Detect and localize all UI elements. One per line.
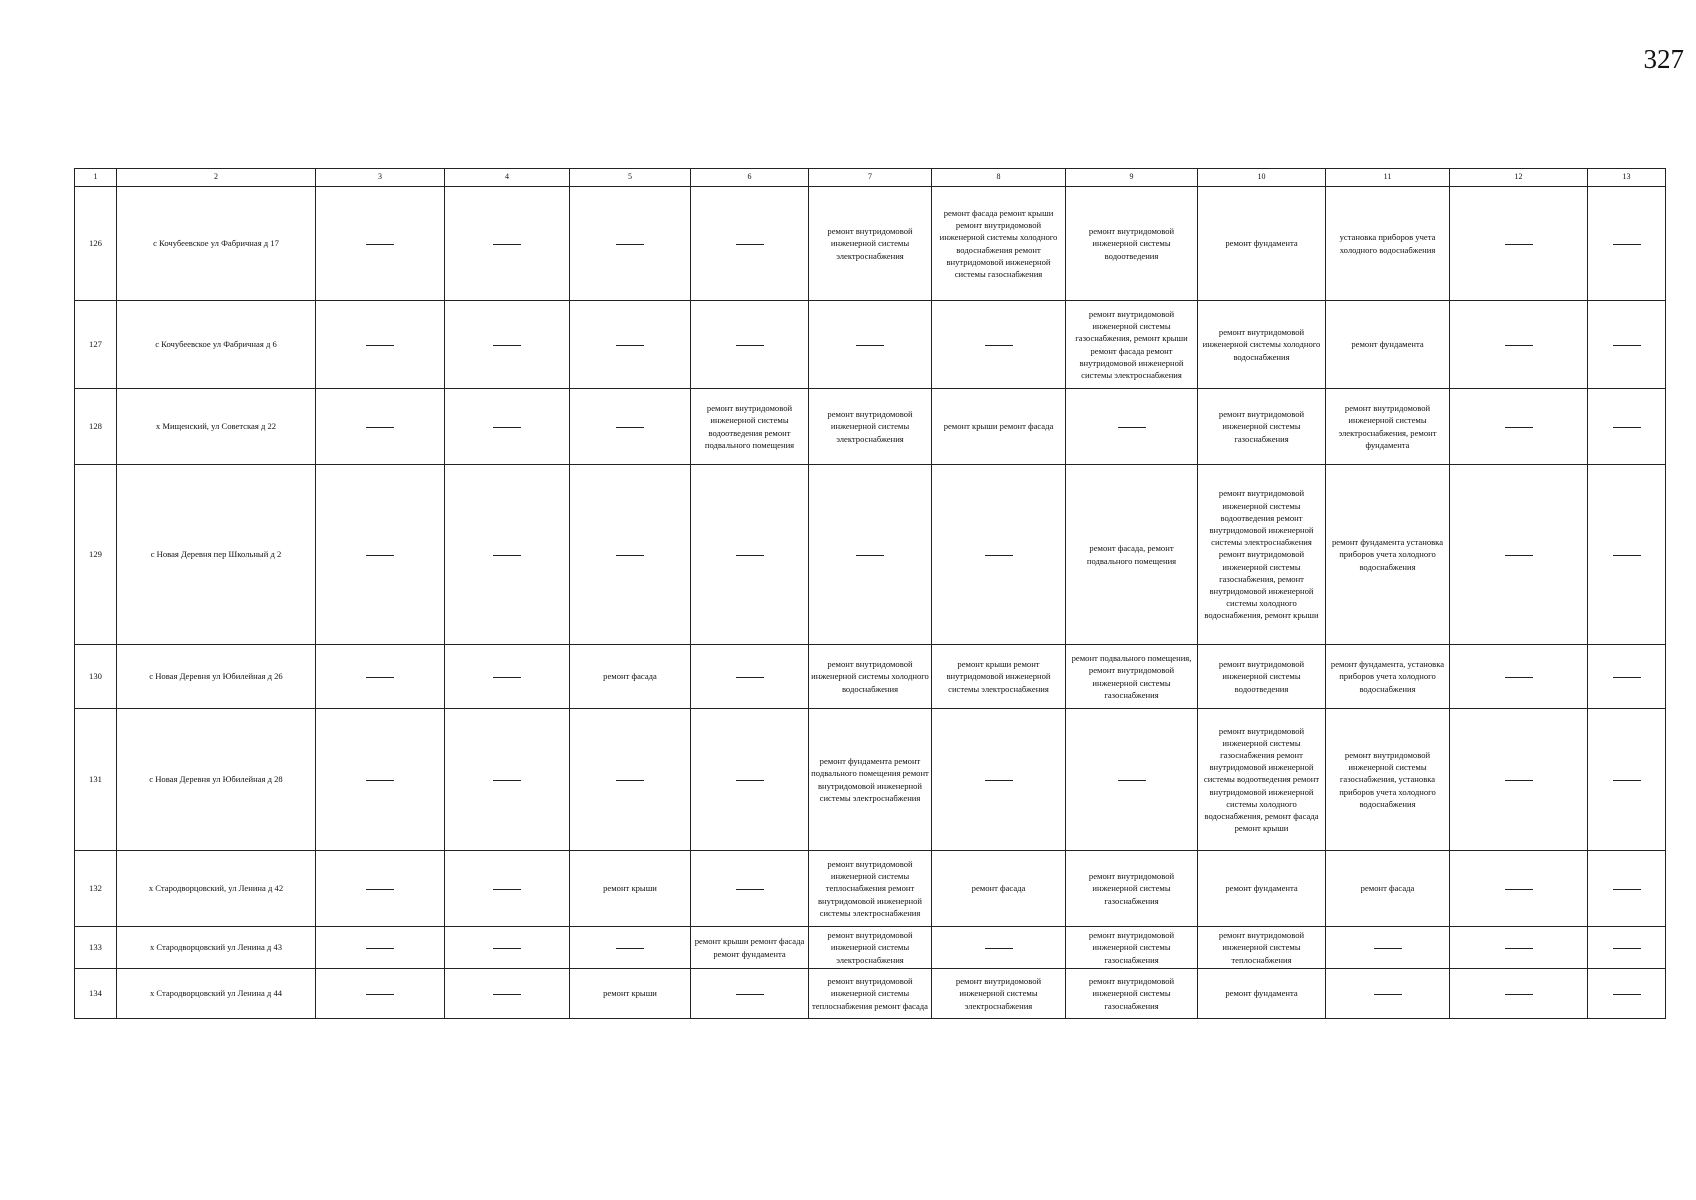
work-type-cell: ремонт внутридомовой инженерной системы электроснабжения — [932, 969, 1066, 1019]
table-row — [75, 851, 1666, 927]
column-number-5: 5 — [570, 169, 691, 187]
empty-dash-cell — [316, 301, 445, 389]
work-type-cell: ремонт фасада — [932, 851, 1066, 927]
dash-mark — [856, 345, 884, 346]
empty-dash-cell — [445, 851, 570, 927]
page-number: 327 — [1643, 44, 1684, 74]
dash-mark — [1613, 780, 1641, 781]
dash-mark — [616, 948, 644, 949]
empty-dash-cell — [1066, 709, 1198, 851]
work-type-cell: ремонт внутридомовой инженерной системы электроснабжения — [809, 389, 932, 465]
column-number-row — [75, 169, 1666, 187]
dash-mark — [1613, 345, 1641, 346]
row-number-cell: 126 — [75, 187, 117, 301]
address-cell: с Новая Деревня ул Юбилейная д 26 — [117, 645, 316, 709]
dash-mark — [1613, 555, 1641, 556]
dash-mark — [1505, 244, 1533, 245]
empty-dash-cell — [316, 645, 445, 709]
work-type-cell: ремонт крыши ремонт фасада ремонт фундамента — [691, 927, 809, 969]
dash-mark — [493, 427, 521, 428]
empty-dash-cell — [691, 465, 809, 645]
work-type-cell: ремонт внутридомовой инженерной системы теплоснабжения ремонт внутридомовой инженерной системы электроснабжения — [809, 851, 932, 927]
dash-mark — [493, 889, 521, 890]
work-type-cell: ремонт внутридомовой инженерной системы электроснабжения — [809, 927, 932, 969]
dash-mark — [1613, 994, 1641, 995]
work-type-cell: ремонт фасада, ремонт подвального помещения — [1066, 465, 1198, 645]
empty-dash-cell — [1450, 645, 1588, 709]
work-type-cell: ремонт внутридомовой инженерной системы электроснабжения — [809, 187, 932, 301]
work-type-cell: ремонт внутридомовой инженерной системы газоснабжения ремонт внутридомовой инженерной системы водоотведения ремонт внутридомовой инженерной системы холодного водоснабжения, ремонт фасада ремонт крыши — [1198, 709, 1326, 851]
empty-dash-cell — [1450, 301, 1588, 389]
row-number-cell: 128 — [75, 389, 117, 465]
empty-dash-cell — [1450, 851, 1588, 927]
dash-mark — [1505, 889, 1533, 890]
row-number-cell: 134 — [75, 969, 117, 1019]
work-type-cell: ремонт фундамента — [1198, 969, 1326, 1019]
empty-dash-cell — [445, 465, 570, 645]
table-row — [75, 645, 1666, 709]
work-type-cell: ремонт внутридомовой инженерной системы электроснабжения, ремонт фундамента — [1326, 389, 1450, 465]
work-type-cell: ремонт фундамента — [1198, 851, 1326, 927]
address-cell: х Стародворцовский ул Ленина д 44 — [117, 969, 316, 1019]
column-number-10: 10 — [1198, 169, 1326, 187]
table-row — [75, 969, 1666, 1019]
work-type-cell: ремонт внутридомовой инженерной системы газоснабжения, ремонт крыши ремонт фасада ремонт внутридомовой инженерной системы электроснабжения — [1066, 301, 1198, 389]
address-cell: с Кочубеевское ул Фабричная д 17 — [117, 187, 316, 301]
work-type-cell: ремонт фасада — [1326, 851, 1450, 927]
column-number-8: 8 — [932, 169, 1066, 187]
work-type-cell: ремонт подвального помещения, ремонт внутридомовой инженерной системы газоснабжения — [1066, 645, 1198, 709]
dash-mark — [616, 780, 644, 781]
dash-mark — [736, 889, 764, 890]
empty-dash-cell — [691, 709, 809, 851]
empty-dash-cell — [691, 969, 809, 1019]
dash-mark — [366, 345, 394, 346]
empty-dash-cell — [570, 927, 691, 969]
empty-dash-cell — [316, 389, 445, 465]
dash-mark — [1613, 948, 1641, 949]
empty-dash-cell — [691, 301, 809, 389]
table-row — [75, 709, 1666, 851]
empty-dash-cell — [570, 187, 691, 301]
work-type-cell: ремонт внутридомовой инженерной системы холодного водоснабжения — [809, 645, 932, 709]
dash-mark — [856, 555, 884, 556]
work-type-cell: ремонт внутридомовой инженерной системы водоотведения ремонт подвального помещения — [691, 389, 809, 465]
dash-mark — [616, 427, 644, 428]
table-row — [75, 187, 1666, 301]
dash-mark — [736, 994, 764, 995]
empty-dash-cell — [1588, 465, 1666, 645]
work-type-cell: ремонт фундамента установка приборов учета холодного водоснабжения — [1326, 465, 1450, 645]
row-number-cell: 131 — [75, 709, 117, 851]
dash-mark — [736, 677, 764, 678]
column-number-2: 2 — [117, 169, 316, 187]
dash-mark — [493, 555, 521, 556]
empty-dash-cell — [1450, 969, 1588, 1019]
empty-dash-cell — [445, 389, 570, 465]
table-row — [75, 927, 1666, 969]
address-cell: с Новая Деревня ул Юбилейная д 28 — [117, 709, 316, 851]
work-type-cell: ремонт крыши — [570, 851, 691, 927]
empty-dash-cell — [1588, 301, 1666, 389]
column-number-3: 3 — [316, 169, 445, 187]
dash-mark — [985, 948, 1013, 949]
empty-dash-cell — [1066, 389, 1198, 465]
work-type-cell: ремонт фундамента — [1198, 187, 1326, 301]
empty-dash-cell — [316, 465, 445, 645]
dash-mark — [1505, 948, 1533, 949]
dash-mark — [493, 677, 521, 678]
empty-dash-cell — [316, 187, 445, 301]
dash-mark — [616, 555, 644, 556]
dash-mark — [366, 244, 394, 245]
empty-dash-cell — [445, 645, 570, 709]
empty-dash-cell — [445, 709, 570, 851]
repair-schedule-table — [74, 168, 1666, 1019]
empty-dash-cell — [1588, 645, 1666, 709]
column-number-6: 6 — [691, 169, 809, 187]
work-type-cell: установка приборов учета холодного водоснабжения — [1326, 187, 1450, 301]
address-cell: х Стародворцовский ул Ленина д 43 — [117, 927, 316, 969]
dash-mark — [736, 780, 764, 781]
dash-mark — [366, 994, 394, 995]
column-number-7: 7 — [809, 169, 932, 187]
table-row — [75, 465, 1666, 645]
empty-dash-cell — [932, 709, 1066, 851]
dash-mark — [985, 345, 1013, 346]
dash-mark — [493, 345, 521, 346]
column-number-1: 1 — [75, 169, 117, 187]
dash-mark — [736, 555, 764, 556]
address-cell: х Мищенский, ул Советская д 22 — [117, 389, 316, 465]
work-type-cell: ремонт крыши — [570, 969, 691, 1019]
dash-mark — [493, 948, 521, 949]
table-header — [75, 169, 1666, 187]
dash-mark — [493, 994, 521, 995]
empty-dash-cell — [932, 465, 1066, 645]
dash-mark — [1613, 244, 1641, 245]
column-number-9: 9 — [1066, 169, 1198, 187]
empty-dash-cell — [316, 851, 445, 927]
dash-mark — [1613, 889, 1641, 890]
dash-mark — [1118, 780, 1146, 781]
table-row — [75, 301, 1666, 389]
table-row — [75, 389, 1666, 465]
dash-mark — [1505, 780, 1533, 781]
empty-dash-cell — [1588, 969, 1666, 1019]
column-number-12: 12 — [1450, 169, 1588, 187]
empty-dash-cell — [1450, 709, 1588, 851]
dash-mark — [366, 889, 394, 890]
empty-dash-cell — [570, 465, 691, 645]
work-type-cell: ремонт внутридомовой инженерной системы газоснабжения — [1066, 927, 1198, 969]
empty-dash-cell — [691, 645, 809, 709]
dash-mark — [616, 345, 644, 346]
work-type-cell: ремонт крыши ремонт внутридомовой инженерной системы электроснабжения — [932, 645, 1066, 709]
empty-dash-cell — [316, 709, 445, 851]
empty-dash-cell — [1450, 187, 1588, 301]
column-number-11: 11 — [1326, 169, 1450, 187]
dash-mark — [366, 780, 394, 781]
dash-mark — [366, 555, 394, 556]
empty-dash-cell — [445, 187, 570, 301]
dash-mark — [1374, 994, 1402, 995]
dash-mark — [1374, 948, 1402, 949]
dash-mark — [1118, 427, 1146, 428]
column-number-13: 13 — [1588, 169, 1666, 187]
empty-dash-cell — [1588, 927, 1666, 969]
empty-dash-cell — [1588, 389, 1666, 465]
empty-dash-cell — [932, 927, 1066, 969]
address-cell: х Стародворцовский, ул Ленина д 42 — [117, 851, 316, 927]
row-number-cell: 127 — [75, 301, 117, 389]
work-type-cell: ремонт фасада ремонт крыши ремонт внутридомовой инженерной системы холодного водоснабжения ремонт внутридомовой инженерной системы газоснабжения — [932, 187, 1066, 301]
empty-dash-cell — [809, 301, 932, 389]
row-number-cell: 129 — [75, 465, 117, 645]
empty-dash-cell — [445, 927, 570, 969]
dash-mark — [366, 948, 394, 949]
dash-mark — [985, 780, 1013, 781]
empty-dash-cell — [1450, 389, 1588, 465]
work-type-cell: ремонт внутридомовой инженерной системы водоотведения — [1066, 187, 1198, 301]
empty-dash-cell — [932, 301, 1066, 389]
dash-mark — [1505, 994, 1533, 995]
dash-mark — [616, 244, 644, 245]
dash-mark — [736, 244, 764, 245]
dash-mark — [1613, 677, 1641, 678]
work-type-cell: ремонт внутридомовой инженерной системы газоснабжения — [1198, 389, 1326, 465]
work-type-cell: ремонт внутридомовой инженерной системы газоснабжения — [1066, 851, 1198, 927]
address-cell: с Кочубеевское ул Фабричная д 6 — [117, 301, 316, 389]
dash-mark — [736, 345, 764, 346]
empty-dash-cell — [570, 389, 691, 465]
work-type-cell: ремонт внутридомовой инженерной системы газоснабжения, установка приборов учета холодного водоснабжения — [1326, 709, 1450, 851]
dash-mark — [366, 427, 394, 428]
dash-mark — [1505, 427, 1533, 428]
empty-dash-cell — [1450, 927, 1588, 969]
dash-mark — [366, 677, 394, 678]
empty-dash-cell — [316, 969, 445, 1019]
empty-dash-cell — [1588, 187, 1666, 301]
work-type-cell: ремонт фасада — [570, 645, 691, 709]
work-type-cell: ремонт внутридомовой инженерной системы холодного водоснабжения — [1198, 301, 1326, 389]
work-type-cell: ремонт внутридомовой инженерной системы газоснабжения — [1066, 969, 1198, 1019]
dash-mark — [1505, 677, 1533, 678]
empty-dash-cell — [1588, 851, 1666, 927]
row-number-cell: 133 — [75, 927, 117, 969]
work-type-cell: ремонт крыши ремонт фасада — [932, 389, 1066, 465]
work-type-cell: ремонт внутридомовой инженерной системы теплоснабжения ремонт фасада — [809, 969, 932, 1019]
row-number-cell: 132 — [75, 851, 117, 927]
empty-dash-cell — [1450, 465, 1588, 645]
column-number-4: 4 — [445, 169, 570, 187]
table-body — [75, 187, 1666, 1019]
empty-dash-cell — [809, 465, 932, 645]
empty-dash-cell — [445, 969, 570, 1019]
empty-dash-cell — [445, 301, 570, 389]
empty-dash-cell — [691, 851, 809, 927]
empty-dash-cell — [570, 709, 691, 851]
work-type-cell: ремонт внутридомовой инженерной системы водоотведения — [1198, 645, 1326, 709]
work-type-cell: ремонт фундамента, установка приборов учета холодного водоснабжения — [1326, 645, 1450, 709]
empty-dash-cell — [316, 927, 445, 969]
empty-dash-cell — [570, 301, 691, 389]
dash-mark — [493, 244, 521, 245]
empty-dash-cell — [1588, 709, 1666, 851]
work-type-cell: ремонт внутридомовой инженерной системы водоотведения ремонт внутридомовой инженерной системы электроснабжения ремонт внутридомовой инженерной системы газоснабжения, ремонт внутридомовой инженерной системы холодного водоснабжения, ремонт крыши — [1198, 465, 1326, 645]
empty-dash-cell — [691, 187, 809, 301]
work-type-cell: ремонт фундамента — [1326, 301, 1450, 389]
dash-mark — [1505, 345, 1533, 346]
empty-dash-cell — [1326, 927, 1450, 969]
work-type-cell: ремонт фундамента ремонт подвального помещения ремонт внутридомовой инженерной системы электроснабжения — [809, 709, 932, 851]
dash-mark — [493, 780, 521, 781]
dash-mark — [985, 555, 1013, 556]
address-cell: с Новая Деревня пер Школьный д 2 — [117, 465, 316, 645]
empty-dash-cell — [1326, 969, 1450, 1019]
dash-mark — [1613, 427, 1641, 428]
row-number-cell: 130 — [75, 645, 117, 709]
work-type-cell: ремонт внутридомовой инженерной системы теплоснабжения — [1198, 927, 1326, 969]
dash-mark — [1505, 555, 1533, 556]
